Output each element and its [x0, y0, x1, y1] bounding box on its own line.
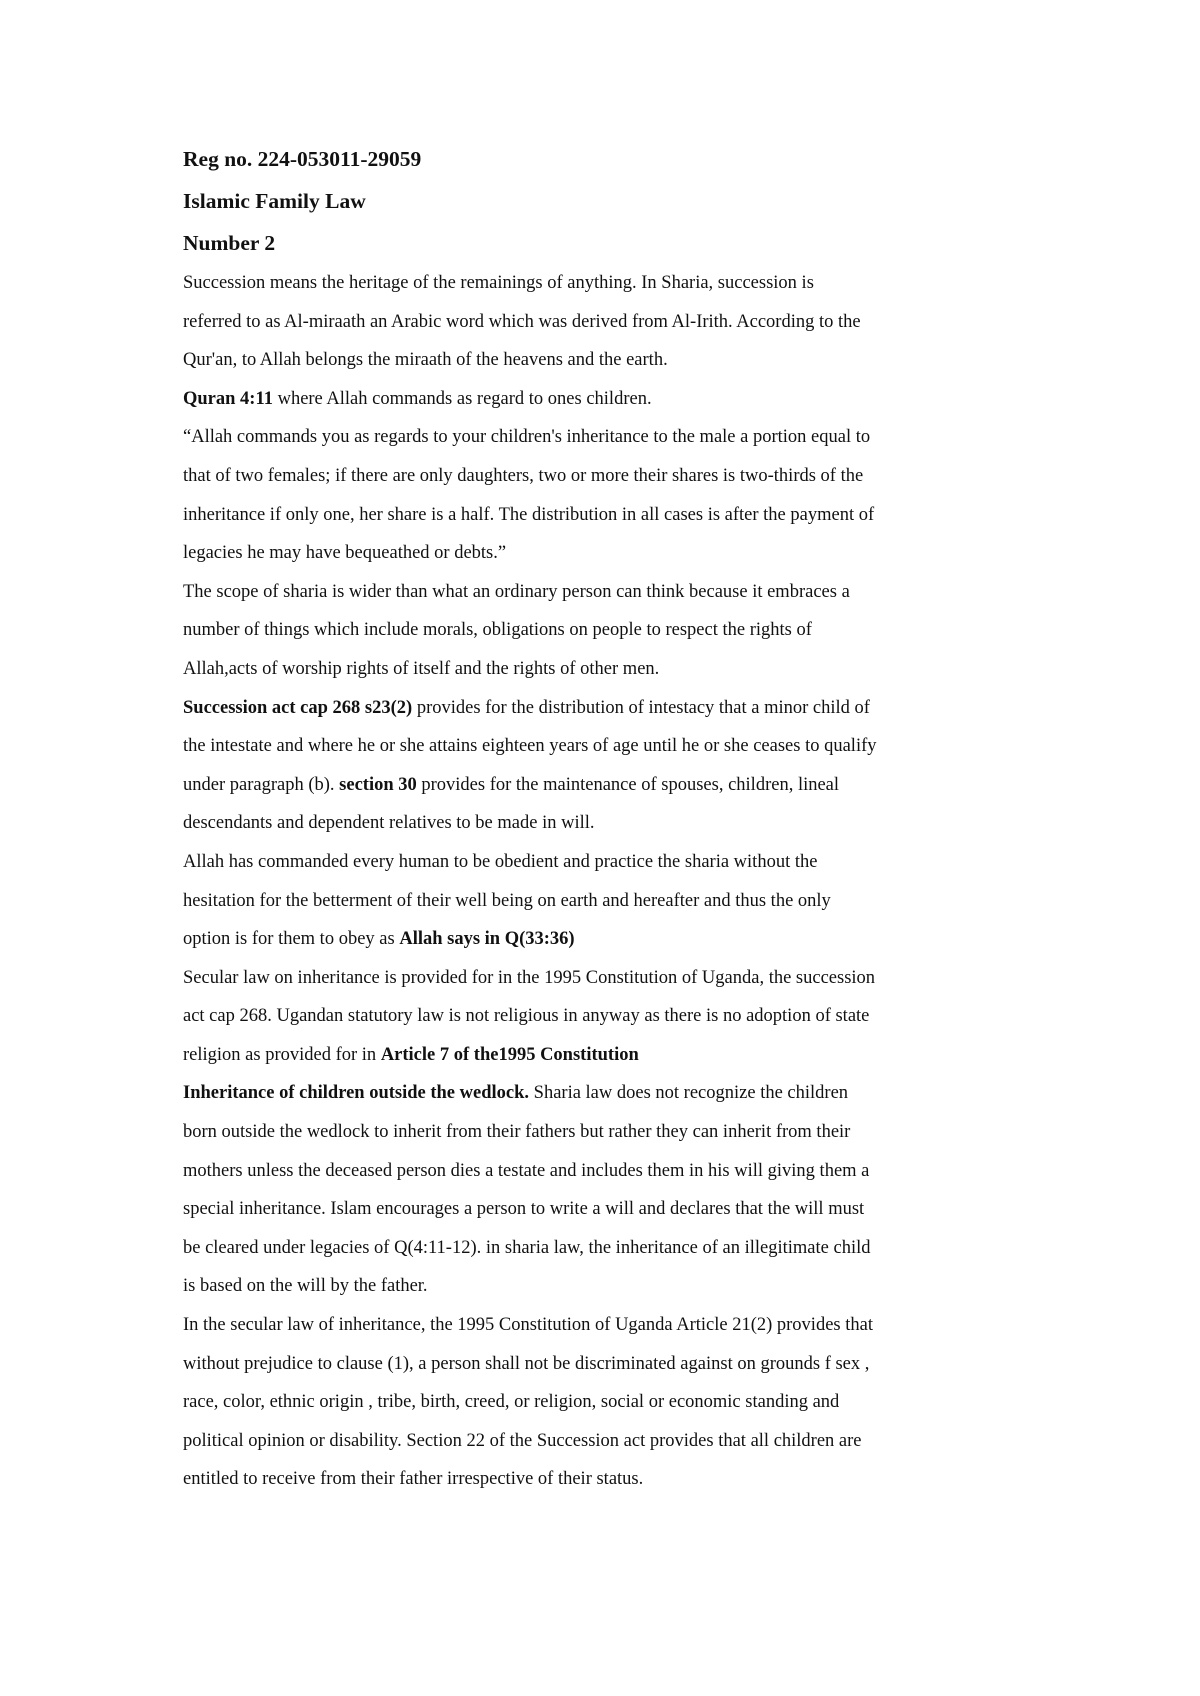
text-line: Qur'an, to Allah belongs the miraath of the heavens and the earth. [183, 350, 668, 371]
text-line: descendants and dependent relatives to be made in will. [183, 813, 595, 834]
paragraph-succession-act [183, 689, 1023, 843]
text-line: “Allah commands you as regards to your children's inheritance to the male a portion equal to [183, 427, 871, 448]
inline-text: under paragraph (b). [183, 774, 340, 795]
bold-citation: Article 7 of the1995 Constitution [380, 1044, 639, 1065]
text-line [183, 1074, 1023, 1113]
paragraph-quote [183, 418, 1023, 572]
paragraph-succession-definition [183, 264, 1023, 380]
bold-citation: section 30 [339, 774, 417, 795]
document-page [183, 138, 1023, 1499]
paragraph-children-outside-wedlock [183, 1074, 1023, 1306]
paragraph-allah-commanded [183, 843, 1023, 959]
text-line: referred to as Al-miraath an Arabic word which was derived from Al-Irith. According to the [183, 311, 861, 332]
text-line [183, 766, 1023, 805]
text-line: entitled to receive from their father irrespective of their status. [183, 1469, 644, 1490]
text-line: that of two females; if there are only daughters, two or more their shares is two-thirds of the [183, 465, 864, 486]
text-line: race, color, ethnic origin , tribe, birth, creed, or religion, social or economic standing and [183, 1392, 840, 1413]
text-line: mothers unless the deceased person dies a testate and includes them in his will giving them a [183, 1160, 870, 1181]
text-line: number of things which include morals, obligations on people to respect the rights of [183, 620, 812, 641]
paragraph-secular-law [183, 959, 1023, 1075]
text-line: the intestate and where he or she attains eighteen years of age until he or she ceases to qualify [183, 736, 877, 757]
text-line: Succession means the heritage of the remainings of anything. In Sharia, succession is [183, 273, 814, 293]
text-line [183, 920, 1023, 959]
inline-text: where Allah commands as regard to ones children. [272, 388, 652, 409]
text-line: is based on the will by the father. [183, 1276, 428, 1297]
bold-citation: Allah says in Q(33:36) [399, 929, 575, 950]
text-line: act cap 268. Ugandan statutory law is not religious in anyway as there is no adoption of state [183, 1006, 870, 1027]
text-line [183, 689, 1023, 728]
paragraph-quran-reference [183, 380, 1023, 419]
inline-text: religion as provided for in [183, 1044, 381, 1065]
text-line [183, 1036, 1023, 1075]
inline-text: provides for the distribution of intestacy that a minor child of [412, 697, 870, 718]
text-line: born outside the wedlock to inherit from their fathers but rather they can inherit from their [183, 1122, 851, 1143]
paragraph-secular-inheritance [183, 1306, 1023, 1499]
text-line: special inheritance. Islam encourages a person to write a will and declares that the will must [183, 1199, 865, 1220]
text-line: without prejudice to clause (1), a person shall not be discriminated against on grounds f sex , [183, 1353, 870, 1374]
text-line [183, 380, 1023, 419]
course-title: Islamic Family Law [183, 189, 366, 213]
bold-citation: Succession act cap 268 s23(2) [183, 697, 413, 718]
bold-heading: Inheritance of children outside the wedlock. [183, 1083, 530, 1104]
text-line: inheritance if only one, her share is a half. The distribution in all cases is after the payment of [183, 504, 875, 525]
paragraph-scope-of-sharia [183, 573, 1023, 689]
text-line: Allah has commanded every human to be obedient and practice the sharia without the [183, 851, 818, 872]
question-number: Number 2 [183, 231, 276, 255]
bold-citation: Quran 4:11 [183, 388, 273, 409]
inline-text: provides for the maintenance of spouses, children, lineal [416, 774, 840, 795]
text-line: The scope of sharia is wider than what an ordinary person can think because it embraces a [183, 581, 850, 602]
text-line: be cleared under legacies of Q(4:11-12). in sharia law, the inheritance of an illegitimate child [183, 1237, 871, 1258]
text-line: legacies he may have bequeathed or debts.” [183, 543, 507, 564]
text-line: political opinion or disability. Section 22 of the Succession act provides that all children are [183, 1430, 862, 1451]
inline-text: option is for them to obey as [183, 929, 400, 950]
inline-text: Sharia law does not recognize the children [529, 1083, 849, 1104]
text-line: hesitation for the betterment of their well being on earth and hereafter and thus the only [183, 890, 831, 911]
text-line: Allah,acts of worship rights of itself and the rights of other men. [183, 658, 660, 679]
text-line: In the secular law of inheritance, the 1995 Constitution of Uganda Article 21(2) provides that [183, 1315, 873, 1336]
text-line: Secular law on inheritance is provided for in the 1995 Constitution of Uganda, the succession [183, 967, 876, 988]
registration-number: Reg no. 224-053011-29059 [183, 147, 422, 171]
